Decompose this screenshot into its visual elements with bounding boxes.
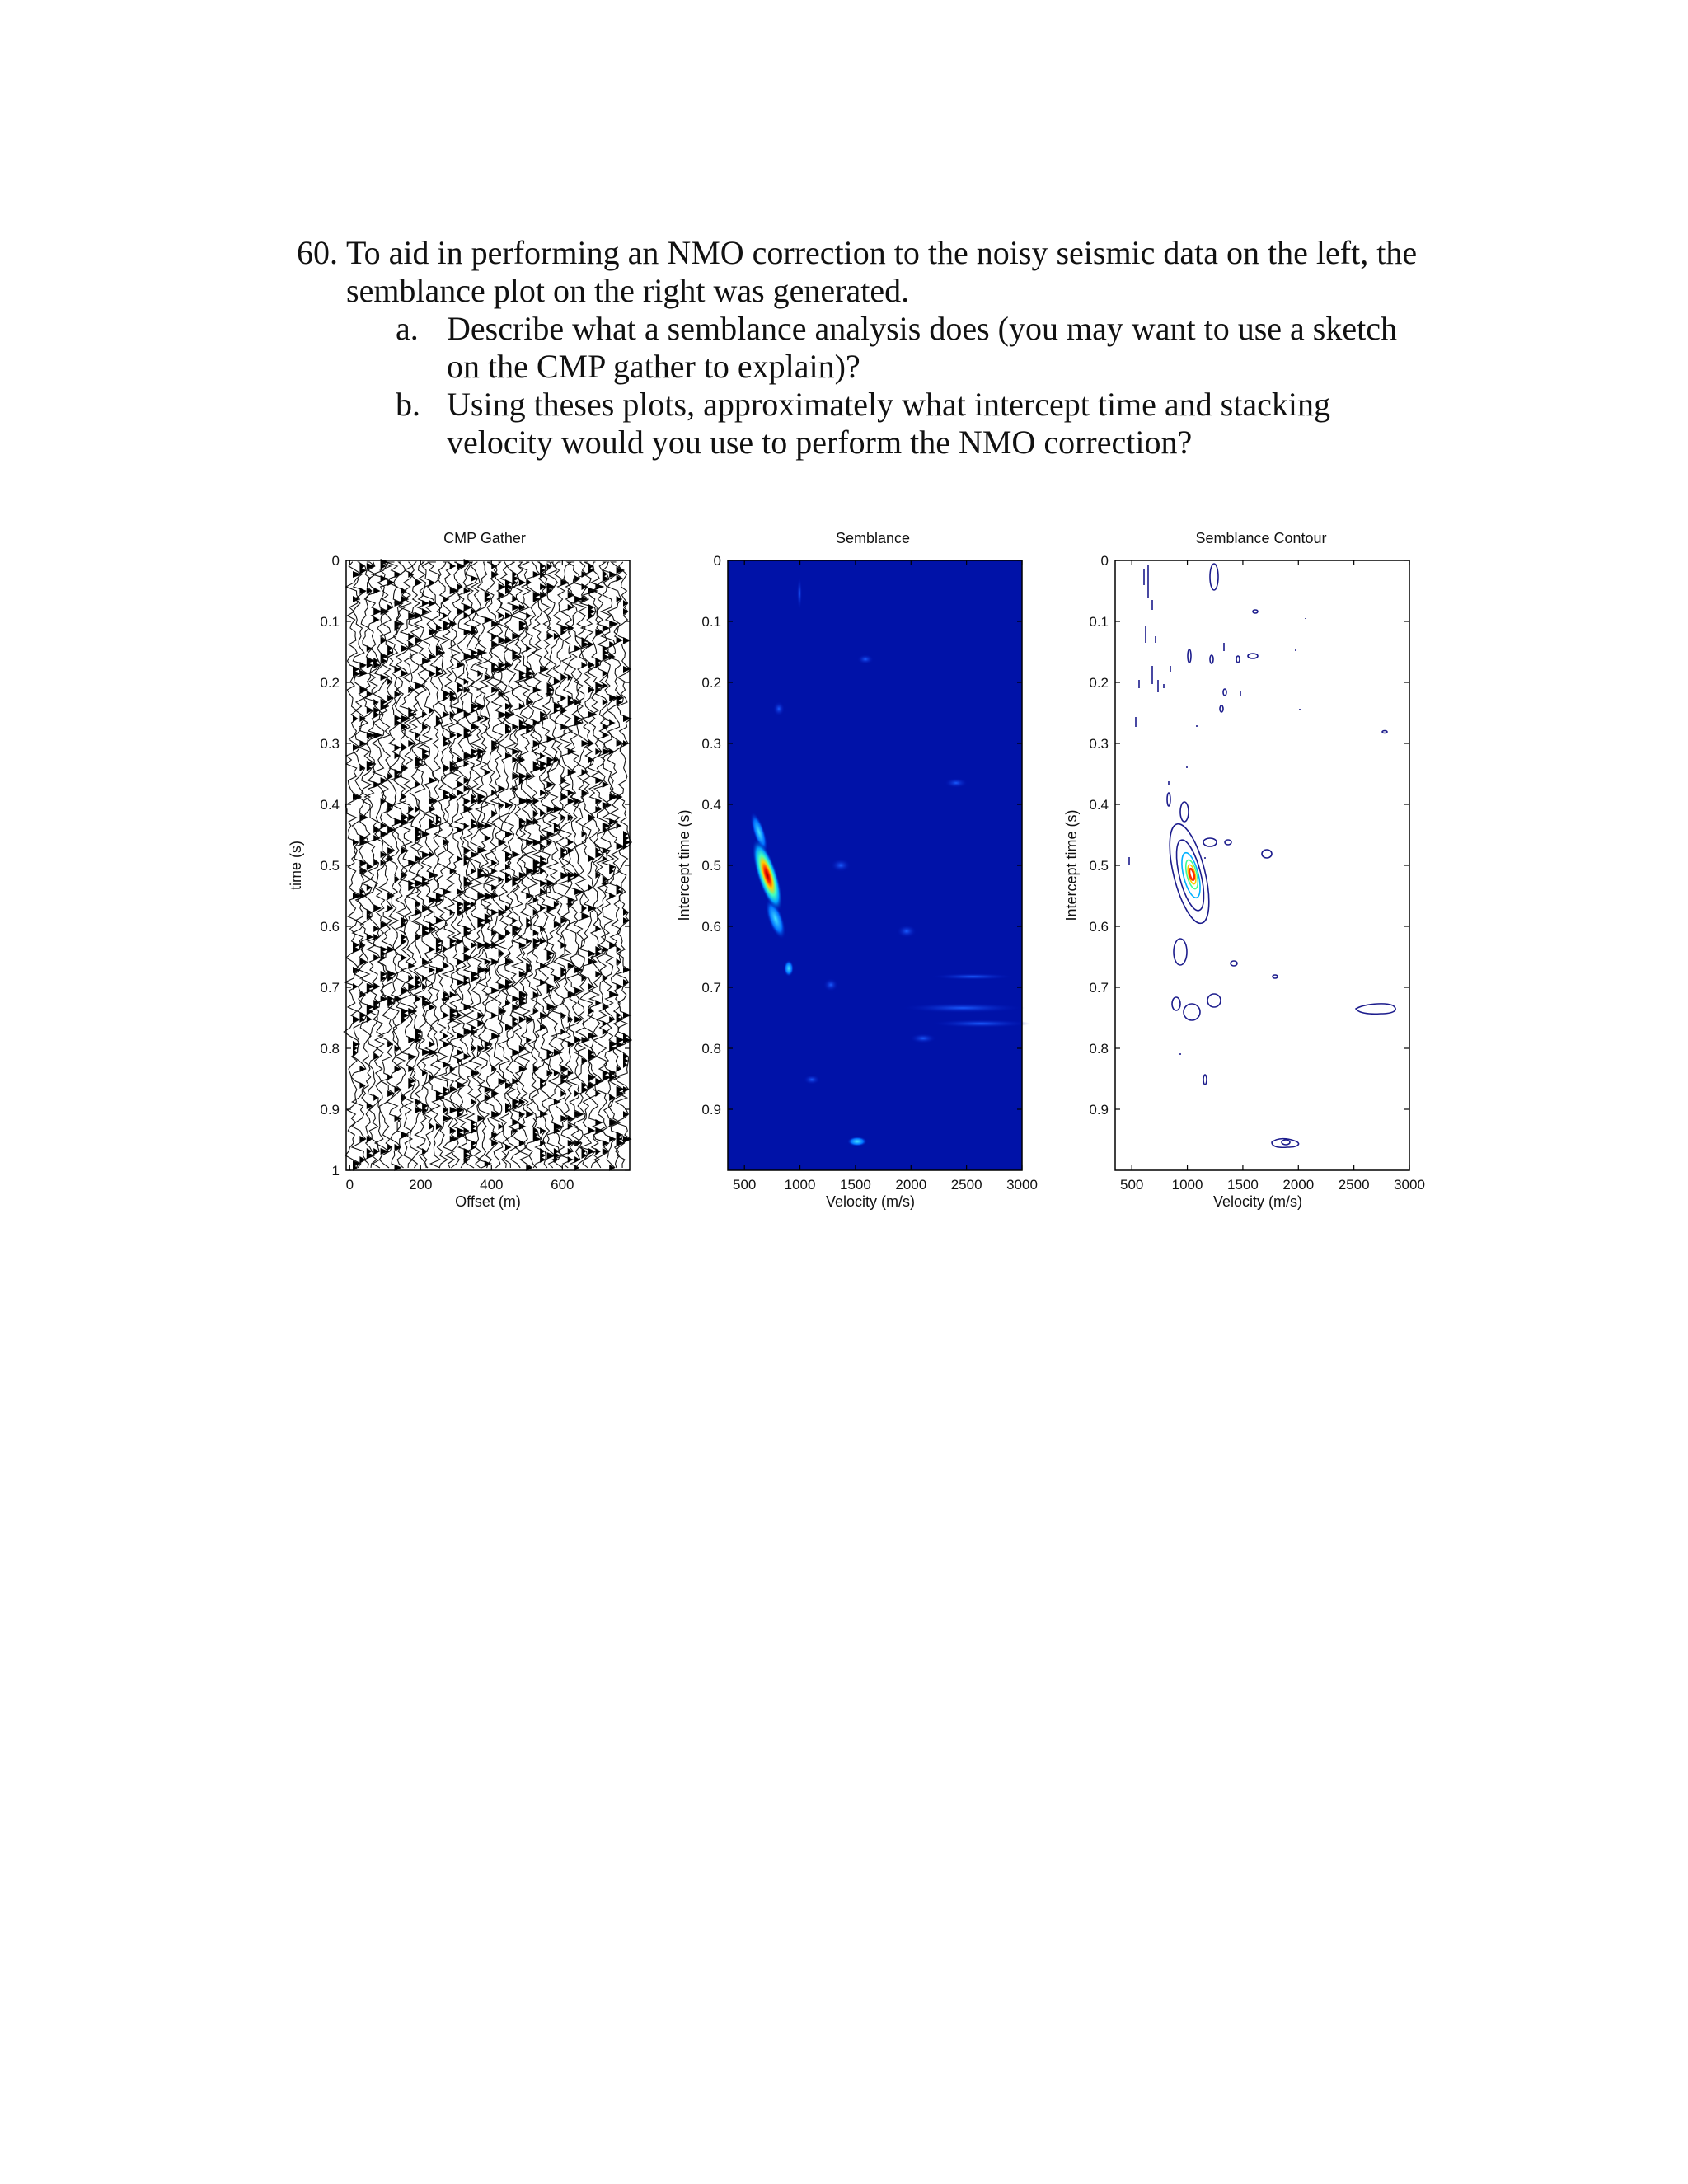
- x-tick-label: 1500: [1227, 1177, 1259, 1193]
- semblance-contour-chart: [1063, 530, 1425, 1210]
- contour-line: [1282, 1140, 1290, 1145]
- contour-line: [1231, 961, 1237, 966]
- question-number: 60.: [297, 234, 338, 271]
- y-tick-label: 0.6: [701, 919, 721, 935]
- part-b-line2: velocity would you use to perform the NMO correction?: [447, 424, 1193, 461]
- contour-title: Semblance Contour: [1195, 530, 1327, 546]
- semblance-blob: [823, 978, 838, 991]
- x-tick-label: 3000: [1394, 1177, 1425, 1193]
- figure-panel: [280, 519, 1434, 1220]
- contour-features: [1129, 564, 1395, 1147]
- x-tick-label: 2500: [950, 1177, 982, 1193]
- y-tick-label: 0.8: [320, 1041, 340, 1057]
- y-tick-label: 0.2: [701, 675, 721, 691]
- semblance-blob: [945, 778, 968, 788]
- x-tick-label: 1000: [1171, 1177, 1203, 1193]
- y-tick-label: 0.3: [701, 736, 721, 752]
- x-tick-label: 3000: [1006, 1177, 1038, 1193]
- y-tick-label: 0.2: [1089, 675, 1109, 691]
- y-tick-label: 0.1: [320, 614, 340, 630]
- cmp-traces: [344, 559, 631, 1171]
- contour-line: [1223, 689, 1226, 696]
- semblance-streak: [931, 1019, 1030, 1028]
- contour-line: [1167, 793, 1170, 806]
- semblance-blob: [784, 960, 794, 977]
- question-stem-line1: To aid in performing an NMO correction to the noisy seismic data on the left, the: [346, 234, 1418, 271]
- semblance-blob: [910, 1033, 936, 1043]
- semblance-streak: [931, 973, 1014, 980]
- contour-line: [1203, 1075, 1207, 1085]
- contour-line: [1236, 656, 1240, 663]
- contour-line: [1180, 802, 1189, 822]
- y-tick-label: 0.5: [701, 858, 721, 874]
- contour-line: [1188, 649, 1191, 663]
- cmp-title: CMP Gather: [443, 530, 526, 546]
- trace-wiggle: [455, 562, 472, 1168]
- cmp-xlabel: Offset (m): [455, 1193, 521, 1210]
- part-b-line1: Using theses plots, approximately what intercept time and stacking: [447, 386, 1330, 423]
- x-tick-label: 500: [733, 1177, 757, 1193]
- y-tick-label: 0.4: [1089, 797, 1109, 813]
- y-tick-label: 0.7: [1089, 980, 1109, 996]
- contour-ylabel: Intercept time (s): [1063, 809, 1080, 921]
- x-tick-label: 200: [409, 1177, 433, 1193]
- semblance-ylabel: Intercept time (s): [676, 809, 692, 921]
- semblance-chart: [676, 530, 1038, 1210]
- contour-axes-box: [1115, 560, 1409, 1170]
- semblance-blob: [797, 577, 802, 610]
- contour-line: [1210, 564, 1218, 590]
- semblance-blob: [857, 654, 874, 664]
- y-tick-label: 0: [1100, 553, 1109, 569]
- semblance-blob: [804, 1075, 820, 1085]
- part-b-label: b.: [396, 386, 420, 423]
- trace-wiggle: [448, 562, 465, 1168]
- x-tick-label: 2000: [1282, 1177, 1315, 1193]
- part-a-line2: on the CMP gather to explain)?: [447, 348, 860, 385]
- y-tick-label: 0: [713, 553, 721, 569]
- trace-wiggle: [393, 562, 410, 1168]
- x-tick-label: 1500: [840, 1177, 871, 1193]
- semblance-streak: [901, 1003, 1025, 1013]
- part-a-label: a.: [396, 310, 419, 347]
- semblance-blob: [847, 1137, 867, 1146]
- trace-fill: [429, 579, 438, 1130]
- semblance-xlabel: Velocity (m/s): [825, 1193, 916, 1210]
- contour-line: [1184, 1004, 1200, 1020]
- contour-line: [1210, 655, 1213, 663]
- y-tick-label: 0.5: [1089, 858, 1109, 874]
- x-tick-label: 2500: [1338, 1177, 1370, 1193]
- y-tick-label: 0.1: [1089, 614, 1109, 630]
- contour-line: [1225, 840, 1231, 845]
- x-tick-label: 600: [551, 1177, 574, 1193]
- contour-line: [1178, 851, 1203, 900]
- y-tick-label: 0.7: [320, 980, 340, 996]
- contour-line: [1248, 654, 1258, 658]
- contour-y-ticks: [1089, 553, 1409, 1118]
- cmp-gather-chart: [288, 530, 631, 1210]
- contour-line: [1262, 850, 1272, 858]
- y-tick-label: 0.6: [320, 919, 340, 935]
- y-tick-label: 1: [331, 1163, 340, 1179]
- contour-line: [1174, 939, 1187, 965]
- contour-line: [1253, 610, 1258, 613]
- semblance-blob: [897, 925, 917, 938]
- x-tick-label: 0: [345, 1177, 354, 1193]
- y-tick-label: 0.5: [320, 858, 340, 874]
- y-tick-label: 0.9: [320, 1102, 340, 1118]
- trace-wiggle: [497, 562, 513, 1168]
- contour-specks: [1129, 565, 1306, 1055]
- contour-line: [1207, 994, 1221, 1007]
- y-tick-label: 0.4: [320, 797, 340, 813]
- y-tick-label: 0.3: [1089, 736, 1109, 752]
- contour-x-ticks: [1120, 560, 1425, 1193]
- y-tick-label: 0.2: [320, 675, 340, 691]
- contour-line: [1273, 975, 1278, 978]
- y-tick-label: 0.9: [701, 1102, 721, 1118]
- contour-line: [1382, 731, 1387, 733]
- y-tick-label: 0.8: [1089, 1041, 1109, 1057]
- trace-fill: [387, 579, 396, 1151]
- cmp-ylabel: time (s): [288, 841, 304, 890]
- y-tick-label: 0.3: [320, 736, 340, 752]
- y-tick-label: 0.8: [701, 1041, 721, 1057]
- y-tick-label: 0.4: [701, 797, 721, 813]
- y-tick-label: 0.6: [1089, 919, 1109, 935]
- semblance-blob: [831, 859, 851, 872]
- y-tick-label: 0.9: [1089, 1102, 1109, 1118]
- y-tick-label: 0.7: [701, 980, 721, 996]
- contour-xlabel: Velocity (m/s): [1212, 1193, 1303, 1210]
- part-a-line1: Describe what a semblance analysis does (you may want to use a sketch: [447, 310, 1397, 347]
- y-tick-label: 0.1: [701, 614, 721, 630]
- contour-line: [1356, 1004, 1395, 1014]
- x-tick-label: 500: [1120, 1177, 1144, 1193]
- semblance-title: Semblance: [835, 530, 911, 546]
- contour-line: [1220, 705, 1223, 712]
- x-tick-label: 400: [480, 1177, 504, 1193]
- semblance-blob: [773, 701, 785, 716]
- contour-line: [1172, 997, 1180, 1010]
- question-stem-line2: semblance plot on the right was generated.: [346, 272, 910, 309]
- contour-line: [1203, 838, 1217, 846]
- x-tick-label: 2000: [895, 1177, 927, 1193]
- x-tick-label: 1000: [784, 1177, 816, 1193]
- y-tick-label: 0: [331, 553, 340, 569]
